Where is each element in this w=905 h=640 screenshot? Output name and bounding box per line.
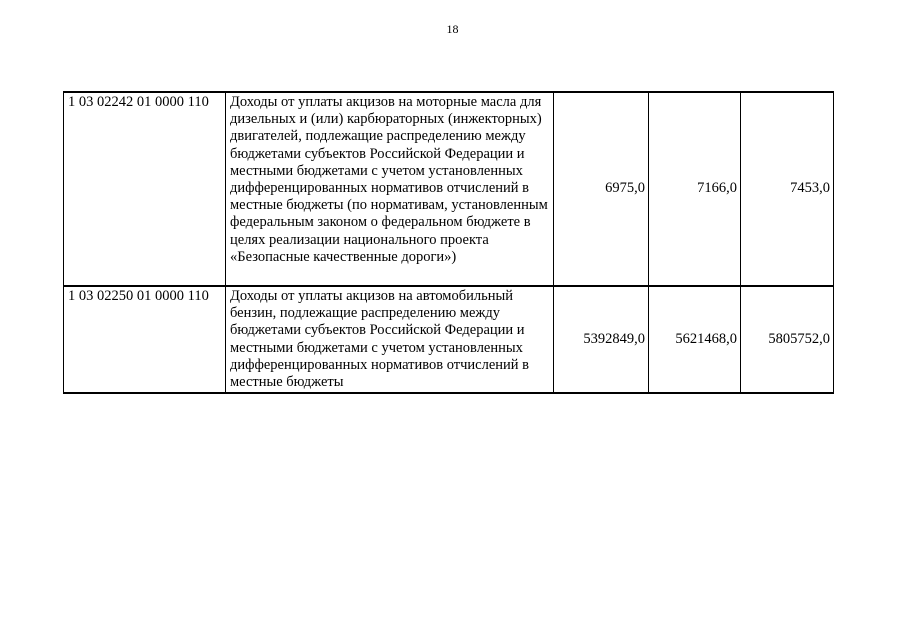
amount-cell-3: 5805752,0 — [741, 286, 834, 393]
revenue-code-cell: 1 03 02250 01 0000 110 — [64, 286, 226, 393]
revenue-code-cell: 1 03 02242 01 0000 110 — [64, 92, 226, 286]
page-number: 18 — [446, 22, 459, 36]
table-row — [64, 286, 834, 393]
revenue-description-cell: Доходы от уплаты акцизов на автомобильный бензин, подлежащие распределению между бюджетами субъектов Российской Федерации и местными бюджетами с учетом установленных дифференцированных нормативов отчислений в местные бюджеты — [226, 286, 554, 393]
table-row — [64, 92, 834, 286]
amount-cell-1: 6975,0 — [554, 92, 649, 286]
amount-cell-1: 5392849,0 — [554, 286, 649, 393]
amount-cell-2: 7166,0 — [649, 92, 741, 286]
amount-cell-2: 5621468,0 — [649, 286, 741, 393]
budget-revenue-table — [63, 91, 834, 394]
amount-cell-3: 7453,0 — [741, 92, 834, 286]
revenue-description-cell: Доходы от уплаты акцизов на моторные масла для дизельных и (или) карбюраторных (инжекторных) двигателей, подлежащие распределению между бюджетами субъектов Российской Федерации и местными бюджетами с учетом установленных дифференцированных нормативов отчислений в местные бюджеты (по нормативам, установленным федеральным законом о федеральном бюджете в целях реализации национального проекта «Безопасные качественные дороги») — [226, 92, 554, 286]
